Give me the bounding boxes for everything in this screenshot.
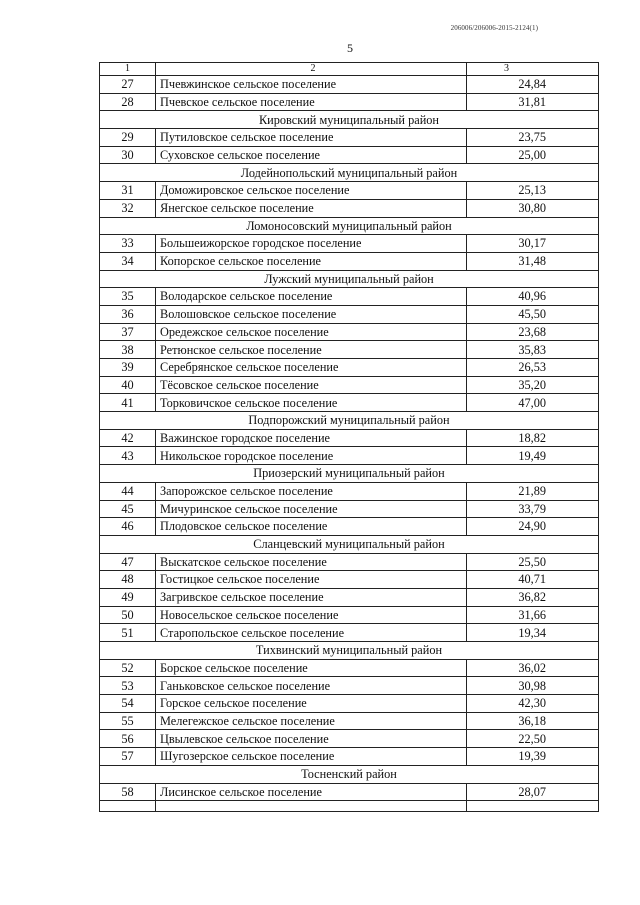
table-row (100, 500, 599, 518)
district-name: Ломоносовский муниципальный район (100, 217, 599, 235)
row-number: 49 (100, 588, 156, 606)
district-name: Сланцевский муниципальный район (100, 535, 599, 553)
row-number: 28 (100, 93, 156, 111)
row-value: 30,17 (467, 235, 599, 253)
settlements-table (99, 62, 599, 812)
row-value: 26,53 (467, 359, 599, 377)
row-number: 37 (100, 323, 156, 341)
settlement-name: Большеижорское городское поселение (156, 235, 467, 253)
row-number: 54 (100, 695, 156, 713)
district-name: Тихвинский муниципальный район (100, 642, 599, 660)
table-row (100, 76, 599, 94)
table-row (100, 235, 599, 253)
settlement-name: Плодовское сельское поселение (156, 518, 467, 536)
settlement-name: Тёсовское сельское поселение (156, 376, 467, 394)
settlement-name: Гостицкое сельское поселение (156, 571, 467, 589)
empty-cell (156, 801, 467, 812)
row-number: 30 (100, 146, 156, 164)
row-number: 55 (100, 712, 156, 730)
settlement-name: Торковичское сельское поселение (156, 394, 467, 412)
row-value: 24,84 (467, 76, 599, 94)
district-row (100, 164, 599, 182)
settlement-name: Никольское городское поселение (156, 447, 467, 465)
empty-cell (467, 801, 599, 812)
district-name: Тосненский район (100, 765, 599, 783)
table-row (100, 783, 599, 801)
table-row (100, 730, 599, 748)
row-value: 19,49 (467, 447, 599, 465)
column-header-value: 3 (467, 63, 599, 76)
table-row (100, 394, 599, 412)
district-name: Приозерский муниципальный район (100, 465, 599, 483)
row-value: 19,39 (467, 748, 599, 766)
table-row (100, 447, 599, 465)
district-name: Лужский муниципальный район (100, 270, 599, 288)
row-value: 33,79 (467, 500, 599, 518)
row-number: 34 (100, 252, 156, 270)
table-row (100, 376, 599, 394)
column-header-name: 2 (156, 63, 467, 76)
row-value: 35,20 (467, 376, 599, 394)
document-code: 206006/206006-2015-2124(1) (450, 24, 538, 32)
district-name: Кировский муниципальный район (100, 111, 599, 129)
settlement-name: Шугозерское сельское поселение (156, 748, 467, 766)
row-number: 47 (100, 553, 156, 571)
table-row (100, 712, 599, 730)
row-value: 40,71 (467, 571, 599, 589)
settlement-name: Копорское сельское поселение (156, 252, 467, 270)
table-row (100, 588, 599, 606)
row-number: 56 (100, 730, 156, 748)
row-number: 32 (100, 199, 156, 217)
settlement-name: Загривское сельское поселение (156, 588, 467, 606)
table-row (100, 252, 599, 270)
settlement-name: Мелегежское сельское поселение (156, 712, 467, 730)
settlement-name: Лисинское сельское поселение (156, 783, 467, 801)
table-row (100, 182, 599, 200)
row-value: 22,50 (467, 730, 599, 748)
table-row (100, 553, 599, 571)
district-row (100, 465, 599, 483)
row-value: 30,80 (467, 199, 599, 217)
row-number: 46 (100, 518, 156, 536)
settlement-name: Волошовское сельское поселение (156, 305, 467, 323)
row-value: 36,18 (467, 712, 599, 730)
table-row (100, 571, 599, 589)
row-value: 45,50 (467, 305, 599, 323)
row-number: 31 (100, 182, 156, 200)
row-value: 31,66 (467, 606, 599, 624)
settlement-name: Горское сельское поселение (156, 695, 467, 713)
row-value: 24,90 (467, 518, 599, 536)
row-value: 47,00 (467, 394, 599, 412)
table-row (100, 518, 599, 536)
row-value: 31,48 (467, 252, 599, 270)
row-value: 25,50 (467, 553, 599, 571)
table-row (100, 129, 599, 147)
row-value: 23,68 (467, 323, 599, 341)
row-value: 21,89 (467, 482, 599, 500)
row-number: 27 (100, 76, 156, 94)
row-number: 41 (100, 394, 156, 412)
table-row (100, 624, 599, 642)
table-row (100, 305, 599, 323)
settlement-name: Путиловское сельское поселение (156, 129, 467, 147)
row-number: 43 (100, 447, 156, 465)
row-number: 33 (100, 235, 156, 253)
settlement-name: Выскатское сельское поселение (156, 553, 467, 571)
table-body (100, 63, 599, 812)
settlement-name: Ретюнское сельское поселение (156, 341, 467, 359)
table-row (100, 341, 599, 359)
table-row (100, 748, 599, 766)
settlement-name: Ганьковское сельское поселение (156, 677, 467, 695)
empty-cell (100, 801, 156, 812)
page-number: 5 (347, 41, 353, 55)
district-row (100, 412, 599, 430)
settlement-name: Серебрянское сельское поселение (156, 359, 467, 377)
row-number: 35 (100, 288, 156, 306)
row-number: 53 (100, 677, 156, 695)
row-value: 40,96 (467, 288, 599, 306)
district-name: Подпорожский муниципальный район (100, 412, 599, 430)
settlement-name: Мичуринское сельское поселение (156, 500, 467, 518)
table-row (100, 606, 599, 624)
settlement-name: Доможировское сельское поселение (156, 182, 467, 200)
row-value: 25,13 (467, 182, 599, 200)
table-row (100, 659, 599, 677)
settlement-name: Янегское сельское поселение (156, 199, 467, 217)
row-number: 29 (100, 129, 156, 147)
row-number: 40 (100, 376, 156, 394)
row-value: 36,02 (467, 659, 599, 677)
settlement-name: Оредежское сельское поселение (156, 323, 467, 341)
row-value: 19,34 (467, 624, 599, 642)
row-number: 50 (100, 606, 156, 624)
settlement-name: Новосельское сельское поселение (156, 606, 467, 624)
table-row (100, 199, 599, 217)
row-number: 52 (100, 659, 156, 677)
settlement-name: Суховское сельское поселение (156, 146, 467, 164)
table-row (100, 695, 599, 713)
table-row (100, 482, 599, 500)
table-row (100, 677, 599, 695)
row-value: 25,00 (467, 146, 599, 164)
row-value: 18,82 (467, 429, 599, 447)
table-row (100, 146, 599, 164)
row-value: 31,81 (467, 93, 599, 111)
table-header-row (100, 63, 599, 76)
row-value: 23,75 (467, 129, 599, 147)
row-value: 30,98 (467, 677, 599, 695)
row-value: 28,07 (467, 783, 599, 801)
row-number: 44 (100, 482, 156, 500)
row-number: 48 (100, 571, 156, 589)
settlement-name: Борское сельское поселение (156, 659, 467, 677)
district-row (100, 535, 599, 553)
settlement-name: Важинское городское поселение (156, 429, 467, 447)
settlement-name: Запорожское сельское поселение (156, 482, 467, 500)
table-row (100, 429, 599, 447)
district-row (100, 270, 599, 288)
settlement-name: Володарское сельское поселение (156, 288, 467, 306)
settlement-name: Цвылевское сельское поселение (156, 730, 467, 748)
district-name: Лодейнопольский муниципальный район (100, 164, 599, 182)
table-row (100, 323, 599, 341)
district-row (100, 642, 599, 660)
table-row (100, 359, 599, 377)
table-row-continuation (100, 801, 599, 812)
settlement-name: Пчевское сельское поселение (156, 93, 467, 111)
column-header-number: 1 (100, 63, 156, 76)
district-row (100, 217, 599, 235)
row-number: 58 (100, 783, 156, 801)
settlement-name: Старопольское сельское поселение (156, 624, 467, 642)
row-value: 36,82 (467, 588, 599, 606)
row-number: 39 (100, 359, 156, 377)
row-value: 42,30 (467, 695, 599, 713)
row-number: 45 (100, 500, 156, 518)
row-number: 36 (100, 305, 156, 323)
row-number: 38 (100, 341, 156, 359)
row-number: 51 (100, 624, 156, 642)
table-row (100, 288, 599, 306)
row-number: 42 (100, 429, 156, 447)
row-value: 35,83 (467, 341, 599, 359)
settlement-name: Пчевжинское сельское поселение (156, 76, 467, 94)
row-number: 57 (100, 748, 156, 766)
district-row (100, 111, 599, 129)
district-row (100, 765, 599, 783)
table-row (100, 93, 599, 111)
